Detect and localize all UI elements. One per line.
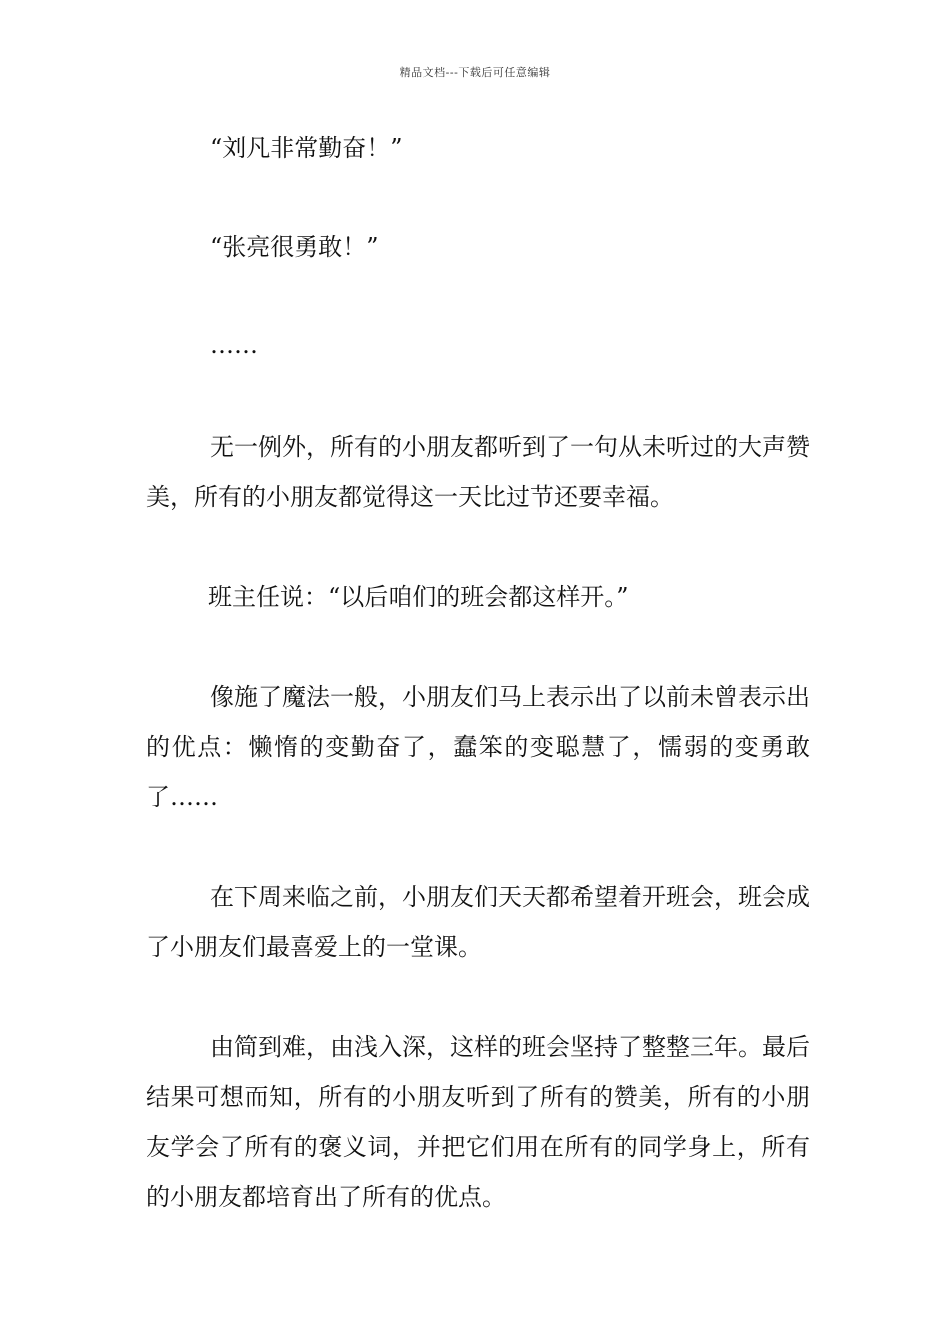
paragraph-magic: 像施了魔法一般，小朋友们马上表示出了以前未曾表示出的优点：懒惰的变勤奋了，蠢笨的变聪慧了，懦弱的变勇敢了…… bbox=[146, 683, 810, 811]
paragraph-quote-liufan: “刘凡非常勤奋！” bbox=[210, 134, 403, 162]
paragraph-quote-zhangliang: “张亮很勇敢！” bbox=[210, 233, 379, 261]
paragraph-next-week: 在下周来临之前，小朋友们天天都希望着开班会，班会成了小朋友们最喜爱上的一堂课。 bbox=[146, 883, 810, 961]
paragraph-three-years: 由简到难，由浅入深，这样的班会坚持了整整三年。最后结果可想而知，所有的小朋友听到了所有的赞美，所有的小朋友学会了所有的褒义词，并把它们用在所有的同学身上，所有的小朋友都培育出了所有的优点。 bbox=[146, 1033, 810, 1211]
paragraph-ellipsis: …… bbox=[210, 331, 258, 359]
paragraph-praise: 无一例外，所有的小朋友都听到了一句从未听过的大声赞美，所有的小朋友都觉得这一天比过节还要幸福。 bbox=[146, 433, 810, 511]
page-header: 精品文档---下载后可任意编辑 bbox=[399, 66, 551, 79]
paragraph-teacher: 班主任说：“以后咱们的班会都这样开。” bbox=[208, 583, 629, 611]
